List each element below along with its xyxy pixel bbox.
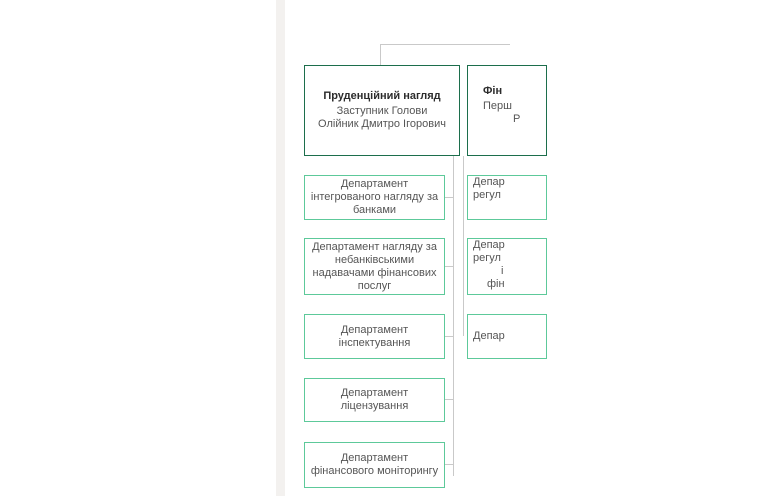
dept-label: Депар [473,330,505,342]
head-title: Фін [483,85,503,97]
head-person-name: Р [513,113,521,125]
dept-inspection[interactable] [304,314,445,359]
dept-integrated-bank-supervision[interactable] [304,175,445,220]
prudential-supervision-head[interactable] [304,65,460,156]
dept-label-line: і [501,265,504,277]
head-role: Заступник Голови [336,105,428,117]
dept-label-line: регул [473,252,501,264]
col1-spine [453,156,454,476]
top-connector-drop [380,44,381,65]
top-connector-horizontal [380,44,510,45]
col1-tick-5 [444,464,453,465]
dept-label-line: Депар [473,239,505,251]
col2-spine [463,156,464,336]
dept-financial-monitoring[interactable] [304,442,445,488]
col1-tick-4 [444,399,453,400]
dept-regulation-partial-1[interactable] [467,175,547,220]
dept-label-line: регул [473,189,501,201]
head-person-name: Олійник Дмитро Ігорович [318,118,446,130]
dept-label: Департамент інтегрованого нагляду за банками [310,178,439,216]
dept-label: Департамент нагляду за небанківськими надавачами фінансових послуг [312,240,437,292]
dept-licensing[interactable] [304,378,445,422]
dept-label-line: фін [487,278,505,290]
col1-tick-2 [444,266,453,267]
head-title: Пруденційний нагляд [323,90,441,102]
financial-head-partial[interactable] [467,65,547,156]
col1-tick-3 [444,336,453,337]
dept-partial-3[interactable] [467,314,547,359]
dept-label: Департамент ліцензування [340,387,409,412]
dept-label: Департамент інспектування [338,323,411,349]
head-role: Перш [483,100,512,112]
dept-nonbank-supervision[interactable] [304,238,445,295]
col1-tick-1 [444,197,453,198]
dept-label: Департамент фінансового моніторингу [310,452,439,477]
dept-label-line: Депар [473,176,505,188]
dept-regulation-partial-2[interactable] [467,238,547,295]
